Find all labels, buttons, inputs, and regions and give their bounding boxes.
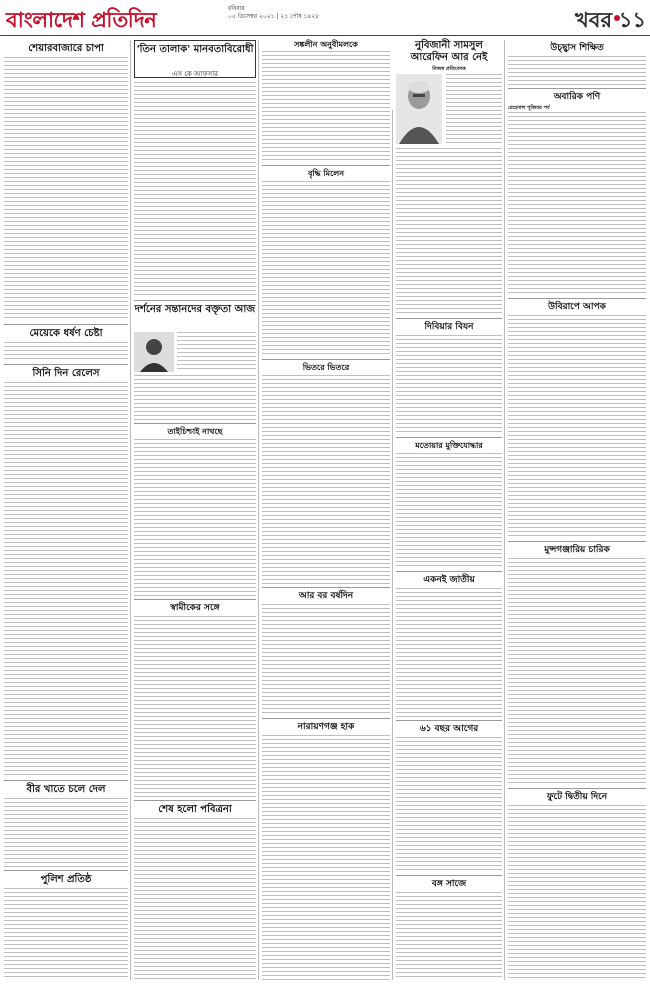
divider [508, 298, 646, 299]
story-title: শেষ হলো পবিত্রনা [158, 804, 232, 815]
divider [4, 870, 128, 871]
story-title: আর বর বর্ষদিন [298, 591, 354, 601]
story-title: উবিরাপে আপক [548, 302, 606, 312]
day: রবিবার [228, 5, 245, 12]
story-body [4, 57, 128, 321]
story-body [508, 558, 646, 786]
story-title: বীর খাতে চলে দেল [26, 784, 106, 795]
story-body [134, 616, 256, 798]
story-body [262, 181, 390, 357]
story-body [134, 375, 256, 421]
divider [134, 423, 256, 424]
obituary-photo [396, 74, 442, 144]
story-title: তাইচিশ্চাই নাথছে [167, 427, 223, 436]
divider [396, 720, 502, 721]
story-body [446, 74, 502, 144]
column-rule [392, 110, 393, 980]
story-body [4, 798, 128, 868]
story-body [396, 453, 502, 569]
divider [262, 165, 390, 166]
story-body [508, 315, 646, 539]
story-body [396, 335, 502, 435]
story-body [134, 82, 256, 298]
story-body [396, 588, 502, 718]
story-body [134, 818, 256, 980]
story-body [4, 382, 128, 778]
reporter: নিজস্ব প্রতিবেদক [432, 66, 466, 72]
page-number: ১১ [618, 8, 646, 32]
divider [262, 718, 390, 719]
divider [4, 324, 128, 325]
story-title: অবারিক পণি [553, 92, 601, 102]
story-title: মেয়েকে ধর্ষণ চেষ্টা [29, 328, 103, 339]
column-rule [504, 40, 505, 980]
story-title: 'তিন তালাক' মানবতাবিরোধী [136, 44, 254, 55]
byline: এস কে আফসার [172, 70, 218, 78]
dateline [228, 5, 319, 21]
divider [134, 800, 256, 801]
divider [508, 541, 646, 542]
story-title: পুলিশ প্রতিষ্ঠ [40, 874, 92, 885]
story-body [4, 888, 128, 980]
divider [396, 318, 502, 319]
divider [508, 88, 646, 89]
story-title: মুন্সগঞ্জারিয় চারিক [544, 545, 610, 555]
story-title: সঙ্কলীন অনুবীমলকে [294, 40, 358, 49]
story-title: সিনি দিন রেলেস [32, 368, 100, 379]
story-body [134, 439, 256, 597]
divider [4, 780, 128, 781]
story-title: ভিতরে ভিতরে [302, 363, 350, 372]
divider [134, 599, 256, 600]
date: ০৫ ডিসেম্বর ২০২১ | ২১ পৌষ ১৪২৮ [228, 13, 320, 20]
story-body [508, 112, 646, 296]
story-title: বঙ্গ সাজে [431, 879, 467, 889]
column-rule [130, 40, 131, 980]
story-body [396, 148, 502, 316]
story-title: শেয়ারবাজারে চাপা [28, 43, 104, 54]
divider [262, 587, 390, 588]
story-title: নুবিজানী সামসুল আরেফিন আর নেই [410, 40, 488, 63]
story-body [262, 735, 390, 980]
newspaper-logo: বাংলাদেশ প্রতিদিন [6, 8, 157, 32]
story-body [262, 604, 390, 716]
story-title: ফুটে দ্বিতীয় দিনে [546, 792, 608, 802]
story-title: দিবিয়ার বিযন [424, 322, 474, 332]
divider [262, 359, 390, 360]
story-title: বৃদ্ধি মিলেন [307, 169, 345, 178]
story-lead: রেহেদাল পূজিবর পর্ব [508, 105, 550, 111]
story-body [508, 56, 646, 86]
author-photo [134, 332, 174, 372]
divider [4, 364, 128, 365]
story-body [177, 332, 256, 372]
story-body [396, 737, 502, 873]
story-body [396, 892, 502, 980]
story-body [508, 805, 646, 980]
divider [396, 875, 502, 876]
story-body [262, 375, 390, 585]
story-body [4, 342, 128, 362]
story-title: স্বামীকের সঙ্গে [170, 603, 220, 613]
section-title: খবর [574, 8, 612, 32]
story-title: ৬১ বছর আগের [419, 724, 479, 734]
story-title: উচ্ছ্বাস শিক্ষিত [550, 43, 604, 53]
story-title: দর্শনের সন্তানদের বক্তৃতা আজ [134, 304, 256, 315]
divider [508, 788, 646, 789]
story-title: নারায়ণগঞ্জ হাক [297, 722, 355, 732]
divider [396, 571, 502, 572]
column-rule [258, 40, 259, 980]
divider [396, 437, 502, 438]
divider [134, 300, 256, 301]
story-title: মতোয়ার মুক্তিযোদ্ধার [415, 441, 483, 450]
story-body [262, 51, 390, 163]
story-title: একনই জাতীয় [423, 575, 475, 585]
